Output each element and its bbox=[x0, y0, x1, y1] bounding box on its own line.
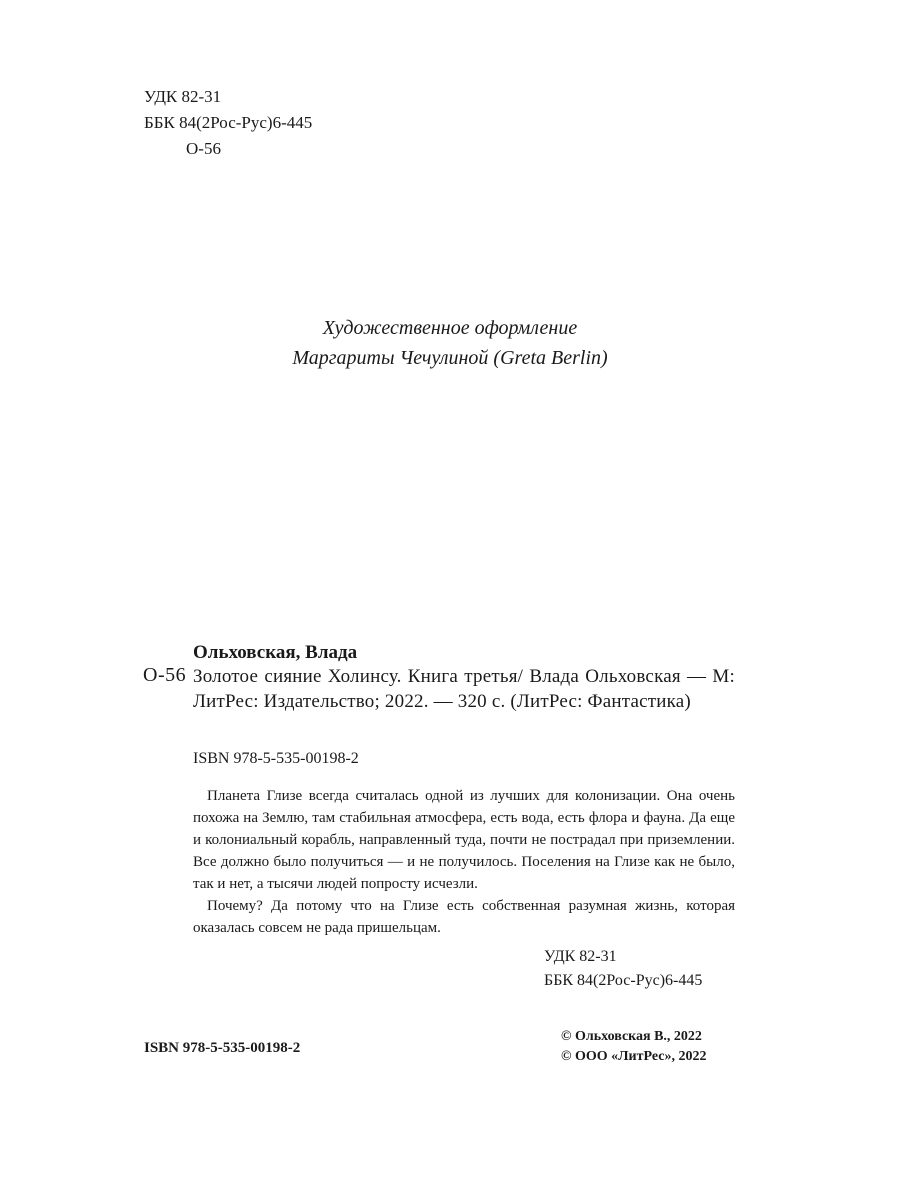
catalog-code: О-56 bbox=[143, 664, 187, 686]
bbk-code: ББК 84(2Рос-Рус)6-445 bbox=[144, 113, 313, 132]
copyright-block bbox=[561, 1027, 706, 1067]
copyright-publisher: © ООО «ЛитРес», 2022 bbox=[561, 1049, 707, 1064]
annotation-paragraph-1: Планета Глизе всегда считалась одной из лучших для колонизации. Она очень похожа на Землю, там стабильная атмосфера, есть вода, есть флора и фауна. Да еще и колониальный корабль, направленный туда, почти не пострадал при приземлении. Все должно было получиться — и не получилось. Поселения на Глизе как не было, так и нет, а тысячи людей попросту исчезли. bbox=[193, 788, 735, 892]
author-sign-code: О-56 bbox=[186, 139, 221, 158]
copyright-author: © Ольховская В., 2022 bbox=[561, 1029, 702, 1044]
annotation-paragraph-2: Почему? Да потому что на Глизе есть собственная разумная жизнь, которая оказалась совсем не рада пришельцам. bbox=[193, 898, 735, 936]
footer-udk-code: УДК 82-31 bbox=[544, 948, 617, 965]
footer-classification-codes bbox=[544, 945, 702, 993]
footer-bbk-code: ББК 84(2Рос-Рус)6-445 bbox=[544, 972, 703, 989]
header-classification-codes bbox=[144, 84, 312, 162]
design-credit-line-1: Художественное оформление bbox=[322, 317, 578, 339]
catalog-author-heading: Ольховская, Влада bbox=[193, 642, 358, 663]
footer-isbn: ISBN 978-5-535-00198-2 bbox=[144, 1040, 301, 1056]
annotation bbox=[193, 785, 735, 939]
udk-code: УДК 82-31 bbox=[144, 87, 222, 106]
catalog-isbn: ISBN 978-5-535-00198-2 bbox=[193, 750, 359, 767]
design-credit-line-2: Маргариты Чечулиной (Greta Berlin) bbox=[292, 347, 608, 369]
catalog-description: Золотое сияние Холинсу. Книга третья/ Влада Ольховская — М: ЛитРес: Издательство; 2022. — 320 с. (ЛитРес: Фантастика) bbox=[193, 666, 735, 712]
design-credit bbox=[0, 313, 900, 373]
